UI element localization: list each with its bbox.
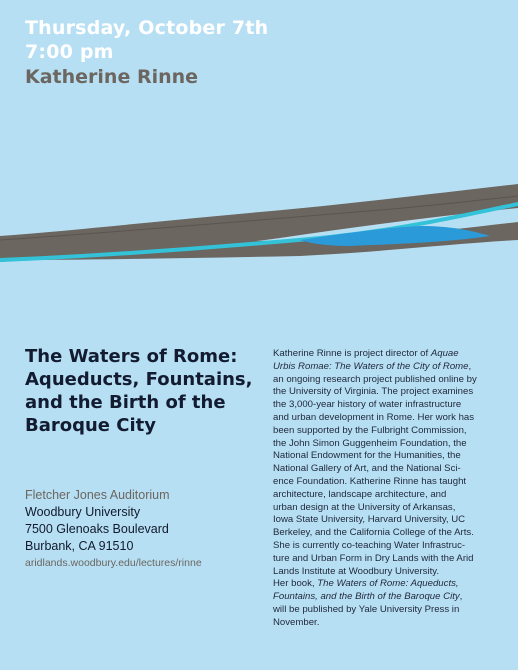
bio-text-run: Iowa State University, Harvard University, UC [273, 514, 466, 526]
bio-line [273, 374, 498, 387]
bio-line [273, 489, 498, 502]
venue-name: Fletcher Jones Auditorium [25, 488, 170, 502]
bio-italic-run: Fountains, and the Birth of the Baroque City [273, 591, 460, 603]
bio-italic-run: Aquae [430, 348, 459, 359]
bio-line [273, 476, 498, 489]
venue-street: 7500 Glenoaks Boulevard [25, 522, 169, 536]
bio-text-run: Katherine Rinne is project director of [273, 348, 431, 359]
bio-line [273, 540, 498, 553]
bio-text-run: Lands Institute at Woodbury University. [273, 565, 440, 577]
bio-italic-run: The Waters of Rome: Aqueducts, [317, 578, 459, 590]
bio-text-run: National Endowment for the Humanities, the [273, 450, 461, 462]
bio-text-run: Her book, [273, 578, 318, 590]
venue-city: Burbank, CA 91510 [25, 539, 134, 553]
bio-line [273, 617, 498, 630]
bio-line [273, 412, 498, 425]
venue-block [25, 487, 202, 572]
bio-line [273, 604, 498, 617]
bio-text-run: architecture, landscape architecture, and [273, 488, 447, 500]
event-time: 7:00 pm [25, 41, 114, 63]
bio-line [273, 361, 498, 374]
bio-text-run: and urban development in Rome. Her work has [273, 411, 475, 423]
bio-text-run: been supported by the Fulbright Commission, [273, 424, 467, 436]
bio-text-run: the 3,000-year history of water infrastructure [273, 399, 462, 411]
bio-text-run: ture and Urban Form in Dry Lands with the Arid [273, 552, 474, 564]
venue-url-link[interactable]: aridlands.woodbury.edu/lectures/rinne [25, 557, 202, 569]
bio-line [273, 514, 498, 527]
bio-text-run: November. [273, 616, 320, 628]
bio-line [273, 527, 498, 540]
bio-line [273, 348, 498, 361]
bio-italic-run: Urbis Romae: The Waters of the City of Rome [273, 360, 469, 372]
bio-line [273, 566, 498, 579]
bio-text-run: ence Foundation. Katherine Rinne has taught [273, 475, 467, 487]
bio-line [273, 399, 498, 412]
bio-line [273, 463, 498, 476]
bio-line [273, 425, 498, 438]
bio-text-run: the University of Virginia. The project examines [273, 386, 474, 398]
title-line: The Waters of Rome: [25, 346, 238, 367]
title-line: Baroque City [25, 415, 157, 436]
bio-line [273, 578, 498, 591]
bio-line [273, 386, 498, 399]
bio-text-run: Berkeley, and the California College of the Arts. [273, 527, 474, 539]
bio-text-run: will be published by Yale University Press in [273, 603, 460, 615]
bio-text-run: National Gallery of Art, and the National Sci- [273, 463, 461, 475]
bio-line [273, 591, 498, 604]
title-line: Aqueducts, Fountains, [25, 369, 253, 390]
river-graphic [0, 170, 518, 280]
venue-institution: Woodbury University [25, 505, 141, 519]
bio-text-run: the John Simon Guggenheim Foundation, the [273, 437, 467, 449]
bio-text-run: urban design at the University of Arkansas, [273, 501, 456, 513]
title-line: and the Birth of the [25, 392, 226, 413]
speaker-name: Katherine Rinne [25, 66, 199, 88]
bio-line [273, 438, 498, 451]
bio-text-run: , [459, 591, 463, 603]
speaker-bio [273, 348, 498, 630]
bio-text-run: , [468, 360, 472, 372]
bio-text-run: She is currently co-teaching Water Infrastruc- [273, 539, 466, 551]
event-date: Thursday, October 7th [25, 17, 269, 39]
bio-line [273, 553, 498, 566]
bio-line [273, 502, 498, 515]
bio-line [273, 450, 498, 463]
lecture-title [25, 345, 265, 437]
bio-text-run: an ongoing research project published online by [273, 373, 477, 385]
